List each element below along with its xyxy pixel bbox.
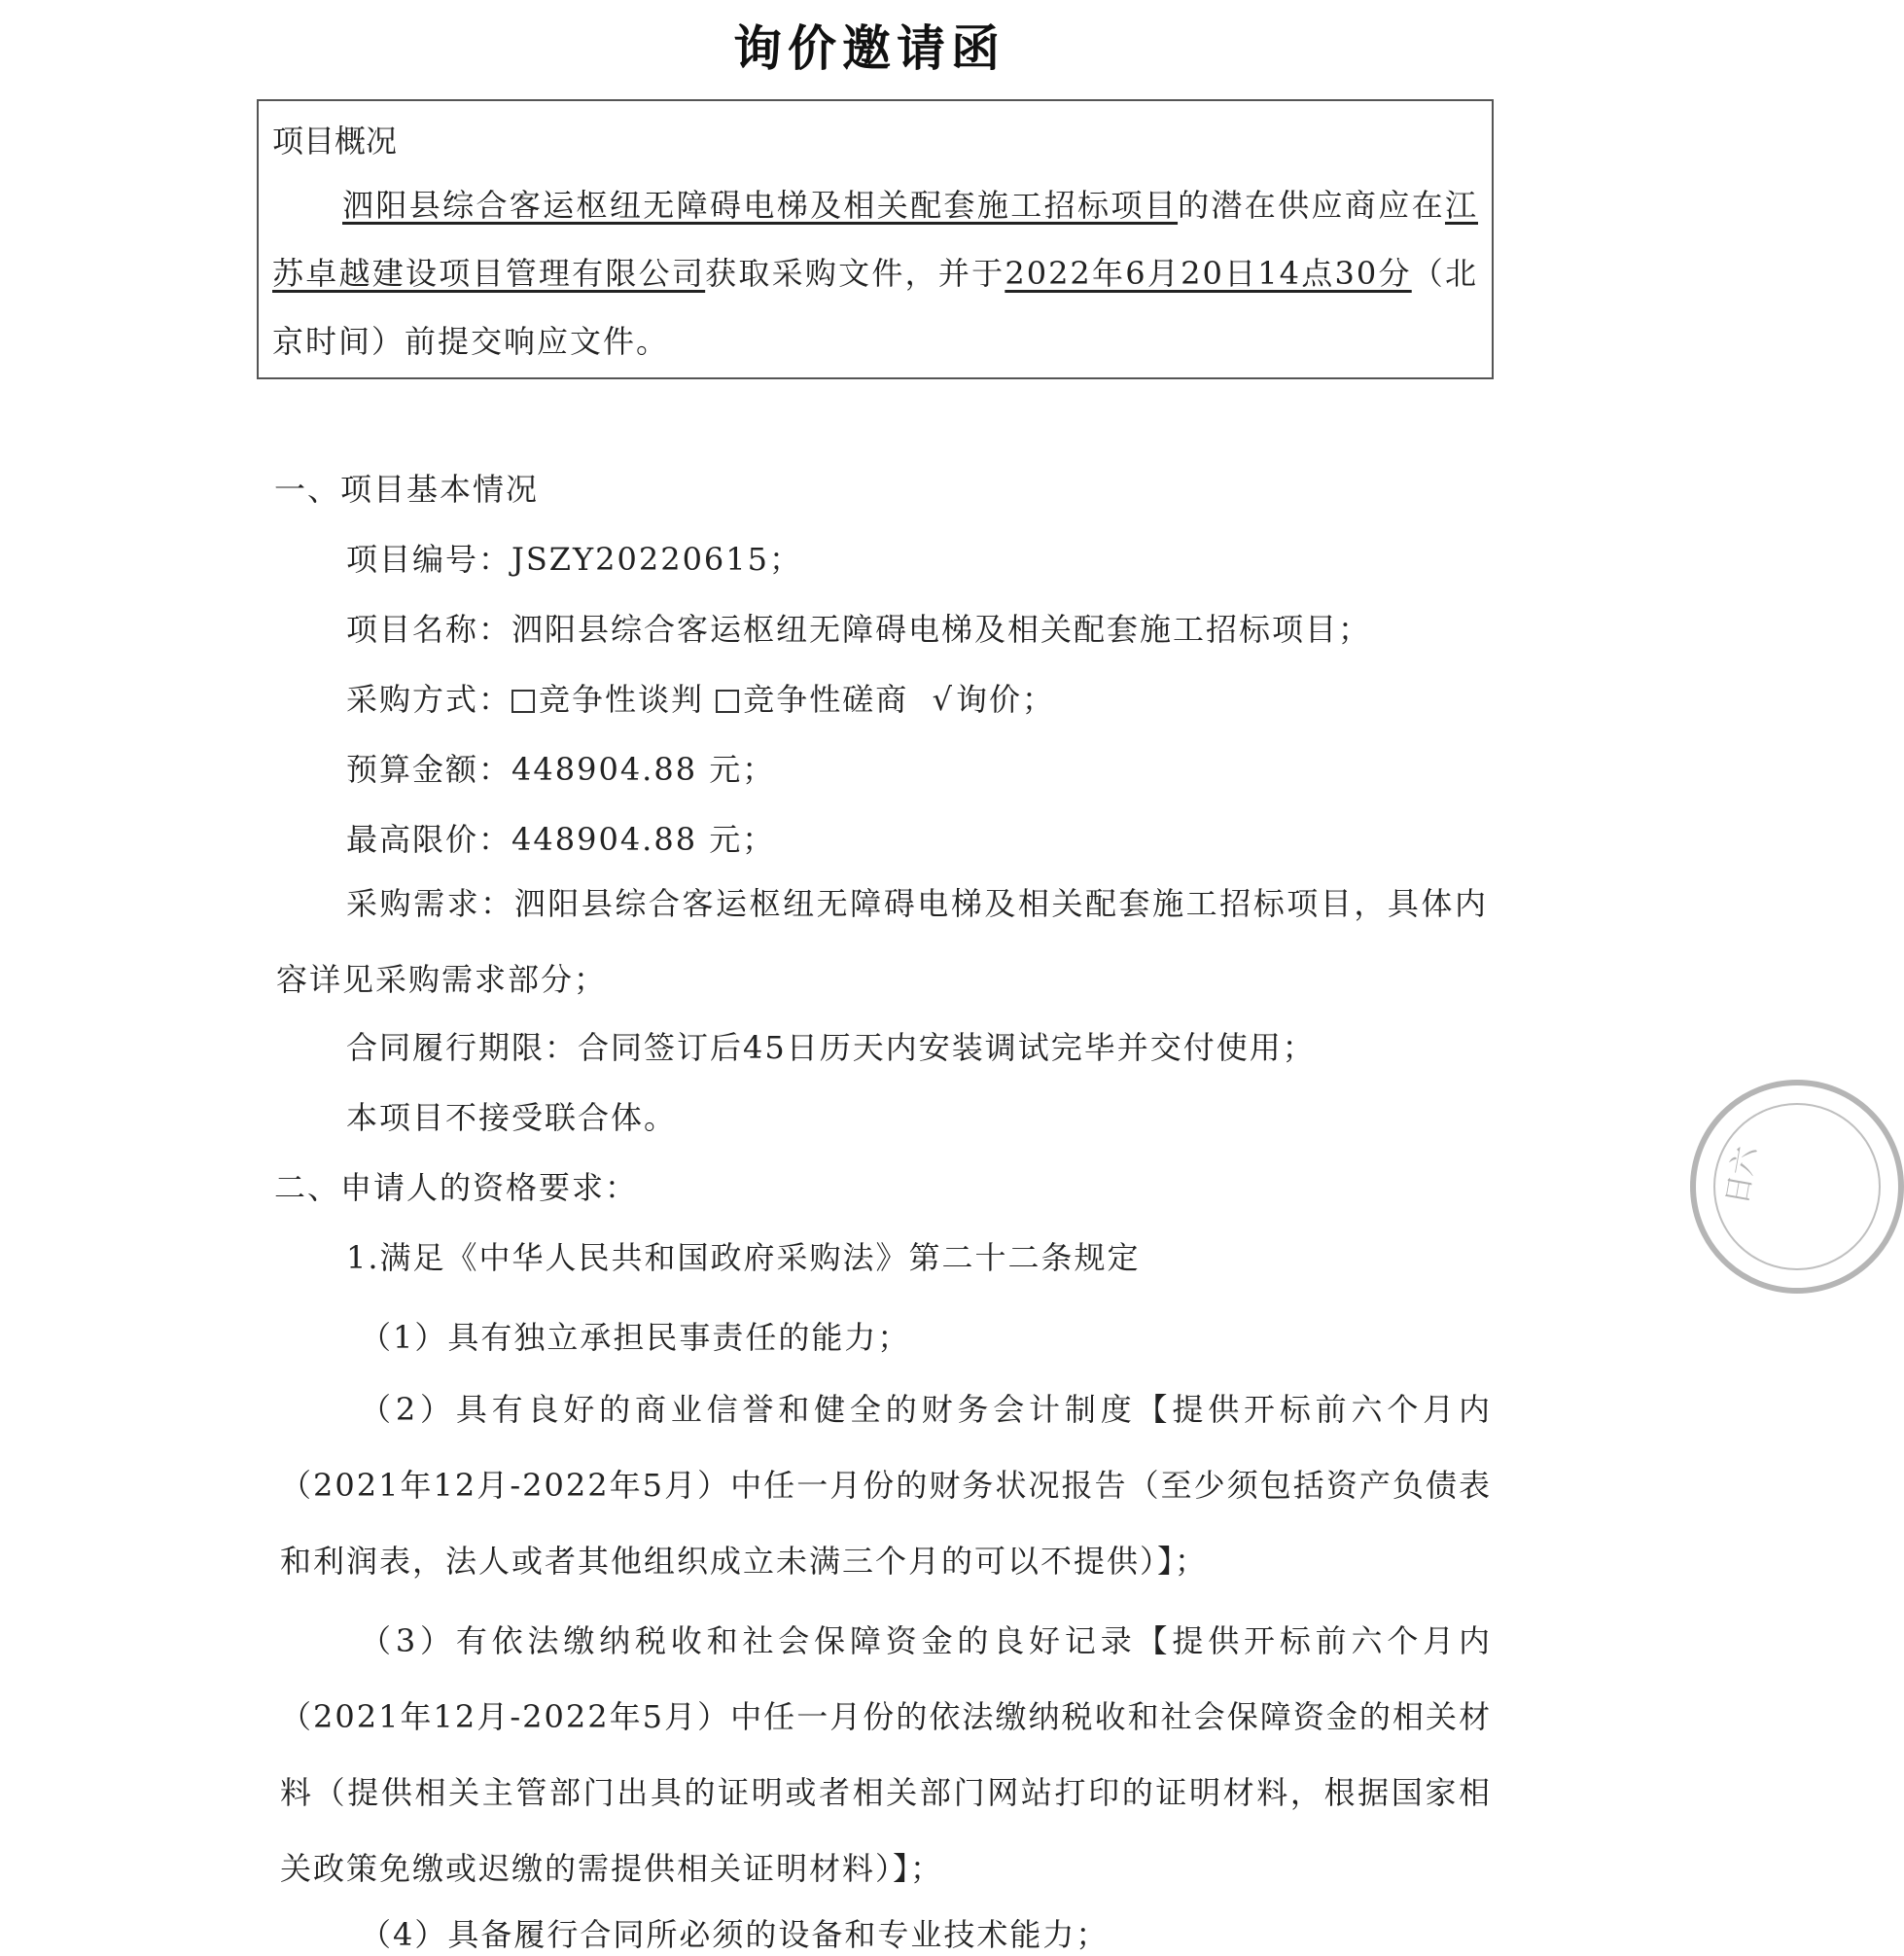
procurement-demand-paragraph <box>276 866 1488 1017</box>
max-price-line <box>346 815 775 860</box>
budget-label: 预算金额： <box>346 751 512 788</box>
contract-term-value: 合同签订后45日历天内安装调试完毕并交付使用； <box>578 1029 1316 1066</box>
section2-heading: 二、申请人的资格要求： <box>274 1169 639 1206</box>
overview-project-name: 泗阳县综合客运枢纽无障碍电梯及相关配套施工招标项目 <box>342 187 1179 224</box>
project-name-value: 泗阳县综合客运枢纽无障碍电梯及相关配套施工招标项目； <box>511 611 1372 648</box>
project-number-label: 项目编号： <box>346 541 512 578</box>
overview-text-2: 获取采购文件，并于 <box>705 255 1005 292</box>
document-title: 询价邀请函 <box>733 19 1005 77</box>
qualification-sub-3-text: （3）有依法缴纳税收和社会保障资金的良好记录 <box>360 1622 1137 1659</box>
checkbox-icon <box>511 690 535 713</box>
project-overview-box <box>257 99 1494 379</box>
max-price-label: 最高限价： <box>346 821 512 858</box>
official-seal-text: 日六 <box>1720 1144 1764 1208</box>
project-number-value: JSZY20220615； <box>511 541 803 578</box>
method-option-consultation: 竞争性磋商 <box>743 681 909 718</box>
project-name-label: 项目名称： <box>346 611 512 648</box>
checkmark-icon: √ <box>932 681 954 718</box>
overview-deadline: 2022年6月20日14点30分 <box>1005 255 1412 292</box>
max-price-value: 448904.88 元； <box>511 821 776 858</box>
method-option-negotiation: 竞争性谈判 <box>539 681 705 718</box>
overview-text-1: 的潜在供应商应在 <box>1178 187 1445 224</box>
section1-heading: 一、项目基本情况 <box>274 471 540 508</box>
procurement-demand-value: 泗阳县综合客运枢纽无障碍电梯及相关配套施工招标项目，具体内容详见采购需求部分； <box>276 885 1488 998</box>
official-seal <box>1690 1080 1904 1294</box>
budget-line <box>346 745 775 790</box>
consortium-line: 本项目不接受联合体。 <box>346 1099 678 1136</box>
procurement-method-line <box>346 675 1055 720</box>
qualification-sub-2 <box>280 1371 1492 1599</box>
project-number-line <box>346 535 802 580</box>
qualification-sub-4: （4）具备履行合同所必须的设备和专业技术能力； <box>360 1916 1110 1953</box>
overview-paragraph <box>272 171 1478 375</box>
qualification-sub-2-bracket: 【提供开标前六个月内（2021年12月-2022年5月）中任一月份的财务状况报告（至少须包括资产负债表和利润表，法人或者其他组织成立未满三个月的可以不提供）】； <box>280 1391 1492 1580</box>
procurement-demand-label: 采购需求： <box>346 885 514 922</box>
budget-value: 448904.88 元； <box>511 751 776 788</box>
overview-agency: 江苏卓越建设项目管理有限公司 <box>272 187 1478 292</box>
contract-term-line <box>346 1023 1316 1068</box>
contract-term-label: 合同履行期限： <box>346 1029 579 1066</box>
procurement-method-label: 采购方式： <box>346 681 512 718</box>
qualification-sub-1: （1）具有独立承担民事责任的能力； <box>360 1319 911 1356</box>
qualification-sub-3-bracket: 【提供开标前六个月内（2021年12月-2022年5月）中任一月份的依法缴纳税收和社会保障资金的相关材料（提供相关主管部门出具的证明或者相关部门网站打印的证明材料，根据国家相关政策免缴或迟缴的需提供相关证明材料）】； <box>280 1622 1492 1887</box>
qualification-sub-2-text: （2）具有良好的商业信誉和健全的财务会计制度 <box>360 1391 1137 1428</box>
method-option-inquiry: 询价； <box>955 681 1055 718</box>
project-name-line <box>346 605 1371 650</box>
checkbox-icon <box>716 690 739 713</box>
qualification-item-1: 1.满足《中华人民共和国政府采购法》第二十二条规定 <box>346 1239 1141 1276</box>
overview-heading: 项目概况 <box>272 123 398 160</box>
qualification-sub-3 <box>280 1603 1492 1906</box>
overview-text-3: （北京时间）前提交响应文件。 <box>272 255 1478 360</box>
